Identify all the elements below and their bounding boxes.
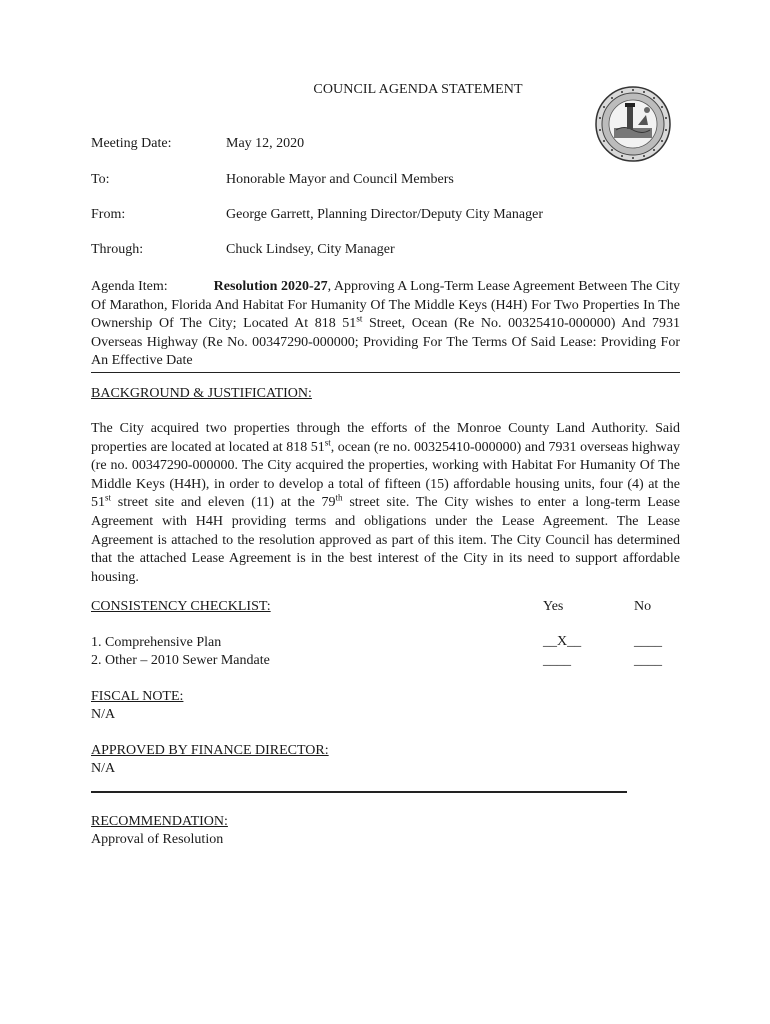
meeting-date-value: May 12, 2020 xyxy=(226,136,305,151)
to-label: To: xyxy=(91,172,110,187)
through-label: Through: xyxy=(91,242,144,257)
city-seal-icon xyxy=(594,85,672,163)
document-title: COUNCIL AGENDA STATEMENT xyxy=(313,82,523,97)
checklist-item-sewer-mandate: 2. Other – 2010 Sewer Mandate xyxy=(91,653,270,668)
meeting-date-label: Meeting Date: xyxy=(91,136,172,151)
recommendation-value: Approval of Resolution xyxy=(91,832,224,847)
fiscal-note-heading: FISCAL NOTE: xyxy=(91,689,184,704)
agenda-item xyxy=(91,278,680,373)
through-value: Chuck Lindsey, City Manager xyxy=(226,242,395,257)
section-divider xyxy=(91,791,627,793)
background-paragraph xyxy=(91,420,680,587)
background-text-4: street site. The City wishes to enter a long-term Lease Agreement with H4H providing terms and obligations under the Lease Agreement. The Lease Agreement is attached to the resolution approved as part of this item. The City Council has determined that the attached Lease Agreement is in the best interest of the City in its need to support affordable housing. xyxy=(91,495,681,585)
agenda-superscript: st xyxy=(356,313,363,324)
background-text-3: street site and eleven (11) at the 79 xyxy=(111,495,336,511)
checklist-yes-header: Yes xyxy=(543,599,564,614)
checklist-item-1-no-mark: ____ xyxy=(634,634,662,649)
agenda-text-part-1: , Approving A Long-Term Lease Agreement Between The City Of Marathon, Florida And Habitat For Humanity Of The Middle Keys (H4H) For Two Properties In The Ownership Of The City; Located At 818 51 xyxy=(91,279,681,331)
checklist-item-2-no-mark: ____ xyxy=(634,653,662,668)
background-sup-1: st xyxy=(324,436,331,447)
checklist-item-comprehensive-plan: 1. Comprehensive Plan xyxy=(91,635,222,650)
checklist-no-header: No xyxy=(634,599,652,614)
checklist-heading: CONSISTENCY CHECKLIST: xyxy=(91,599,271,614)
from-label: From: xyxy=(91,207,126,222)
checklist-item-1-yes-mark: __X__ xyxy=(543,634,582,649)
agenda-item-label: Agenda Item: xyxy=(91,279,168,294)
recommendation-heading: RECOMMENDATION: xyxy=(91,814,228,829)
background-text-1: The City acquired two properties through the efforts of the Monroe County Land Authority. Said properties are located at located at 818 51 xyxy=(91,421,680,455)
checklist-item-2-yes-mark: ____ xyxy=(543,653,571,668)
agenda-text-part-2: Street, Ocean (Re No. 00325410-000000) And 7931 Overseas Highway (Re No. 00347290-000000; Providing For The Terms Of Said Lease: Providing For An Effective Date xyxy=(91,316,680,368)
fiscal-note-value: N/A xyxy=(91,707,116,722)
finance-approval-value: N/A xyxy=(91,761,116,776)
finance-approval-heading: APPROVED BY FINANCE DIRECTOR: xyxy=(91,743,329,758)
to-value: Honorable Mayor and Council Members xyxy=(226,172,454,187)
background-sup-2: st xyxy=(105,492,112,503)
background-sup-3: th xyxy=(335,492,343,503)
background-text-2: , ocean (re no. 00325410-000000) and 7931 overseas highway (re no. 00347290-000000. The City acquired the properties, working with Habitat For Humanity Of The Middle Keys (H4H), in order to develop a total of fifteen (15) affordable housing units, four (4) at the 51 xyxy=(91,439,680,511)
resolution-number: Resolution 2020-27 xyxy=(213,279,328,294)
background-heading: BACKGROUND & JUSTIFICATION: xyxy=(91,386,312,401)
from-value: George Garrett, Planning Director/Deputy City Manager xyxy=(226,207,543,222)
